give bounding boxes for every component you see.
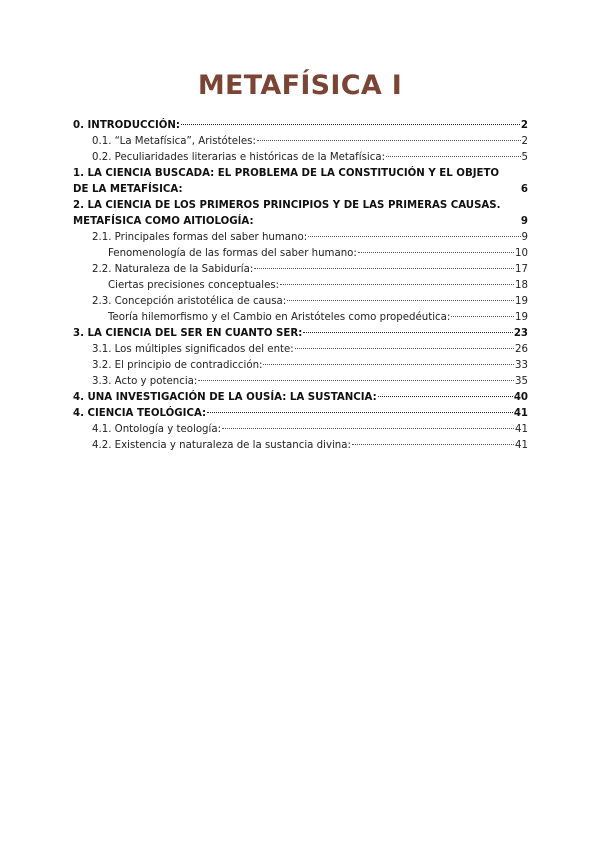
dot-leader — [263, 364, 514, 365]
toc-entry[interactable] — [73, 310, 528, 326]
dot-leader — [378, 396, 513, 397]
toc-entry[interactable] — [73, 134, 528, 150]
toc-entry[interactable] — [73, 230, 528, 246]
dot-leader — [295, 348, 514, 349]
toc-entry-label: 2.2. Naturaleza de la Sabiduría: — [92, 264, 254, 275]
toc-entry[interactable] — [73, 406, 528, 422]
toc-entry[interactable] — [73, 150, 528, 166]
dot-leader — [352, 444, 514, 445]
document-title: METAFÍSICA I — [197, 70, 403, 101]
dot-leader — [181, 124, 520, 125]
dot-leader — [303, 332, 513, 333]
toc-page-number: 19 — [515, 296, 528, 307]
dot-leader — [280, 284, 514, 285]
table-of-contents — [73, 118, 528, 454]
toc-entry[interactable] — [73, 294, 528, 310]
toc-page-number: 10 — [515, 248, 528, 259]
dot-leader — [257, 140, 521, 141]
toc-page-number: 41 — [515, 424, 528, 435]
dot-leader — [287, 300, 514, 301]
dot-leader — [222, 428, 514, 429]
toc-entry[interactable] — [73, 390, 528, 406]
dot-leader — [198, 380, 514, 381]
toc-entry-label: 0.2. Peculiaridades literarias e históricas de la Metafísica: — [92, 152, 386, 163]
toc-entry-label: 0. INTRODUCCIÓN: — [73, 120, 181, 131]
toc-entry-label: 4.2. Existencia y naturaleza de la sustancia divina: — [92, 440, 351, 451]
toc-entry[interactable] — [73, 166, 528, 198]
toc-entry[interactable] — [73, 278, 528, 294]
toc-entry-label: 4. UNA INVESTIGACIÓN DE LA OUSÍA: LA SUSTANCIA: — [73, 392, 377, 403]
toc-entry[interactable] — [73, 342, 528, 358]
toc-page-number: 9 — [520, 216, 528, 227]
toc-entry-label: 3.1. Los múltiples significados del ente: — [92, 344, 294, 355]
toc-entry[interactable] — [73, 118, 528, 134]
toc-page-number: 19 — [515, 312, 528, 323]
toc-entry[interactable] — [73, 262, 528, 278]
toc-entry-label: 2.3. Concepción aristotélica de causa: — [92, 296, 287, 307]
toc-page-number: 40 — [513, 392, 528, 403]
dot-leader — [386, 156, 521, 157]
toc-entry-label: 0.1. “La Metafísica”, Aristóteles: — [92, 136, 256, 147]
toc-page-number: 23 — [513, 328, 528, 339]
toc-entry[interactable] — [73, 198, 528, 230]
toc-page-number: 6 — [520, 184, 528, 195]
dot-leader — [308, 236, 520, 237]
toc-entry-label: 4. CIENCIA TEOLÓGICA: — [73, 408, 207, 419]
toc-entry[interactable] — [73, 374, 528, 390]
dot-leader — [358, 252, 514, 253]
toc-page-number: 17 — [515, 264, 528, 275]
dot-leader — [451, 316, 514, 317]
toc-page-number: 2 — [521, 136, 528, 147]
toc-page-number: 18 — [515, 280, 528, 291]
toc-page-number: 35 — [515, 376, 528, 387]
dot-leader — [207, 412, 513, 413]
toc-entry[interactable] — [73, 246, 528, 262]
toc-entry-label: 2.1. Principales formas del saber humano: — [92, 232, 308, 243]
toc-entry-label: 1. LA CIENCIA BUSCADA: EL PROBLEMA DE LA CONSTITUCIÓN Y EL OBJETO DE LA METAFÍSICA: — [73, 168, 500, 195]
toc-entry[interactable] — [73, 438, 528, 454]
dot-leader — [254, 268, 514, 269]
toc-page-number: 41 — [515, 440, 528, 451]
toc-entry-label: 3.3. Acto y potencia: — [92, 376, 198, 387]
toc-entry-label: 2. LA CIENCIA DE LOS PRIMEROS PRINCIPIOS Y DE LAS PRIMERAS CAUSAS. METAFÍSICA COMO AITIOLOGÍA: — [73, 200, 501, 227]
toc-page-number: 9 — [521, 232, 528, 243]
toc-page-number: 41 — [513, 408, 528, 419]
toc-entry-label: Ciertas precisiones conceptuales: — [108, 280, 280, 291]
toc-page-number: 5 — [521, 152, 528, 163]
toc-entry[interactable] — [73, 422, 528, 438]
toc-entry-label: Fenomenología de las formas del saber humano: — [108, 248, 357, 259]
toc-page-number: 2 — [520, 120, 528, 131]
toc-entry-label: 3. LA CIENCIA DEL SER EN CUANTO SER: — [73, 328, 303, 339]
toc-entry-label: Teoría hilemorfismo y el Cambio en Aristóteles como propedéutica: — [108, 312, 451, 323]
toc-page-number: 26 — [515, 344, 528, 355]
toc-entry-label: 4.1. Ontología y teología: — [92, 424, 222, 435]
toc-entry[interactable] — [73, 326, 528, 342]
toc-entry[interactable] — [73, 358, 528, 374]
toc-entry-label: 3.2. El principio de contradicción: — [92, 360, 263, 371]
toc-page-number: 33 — [515, 360, 528, 371]
